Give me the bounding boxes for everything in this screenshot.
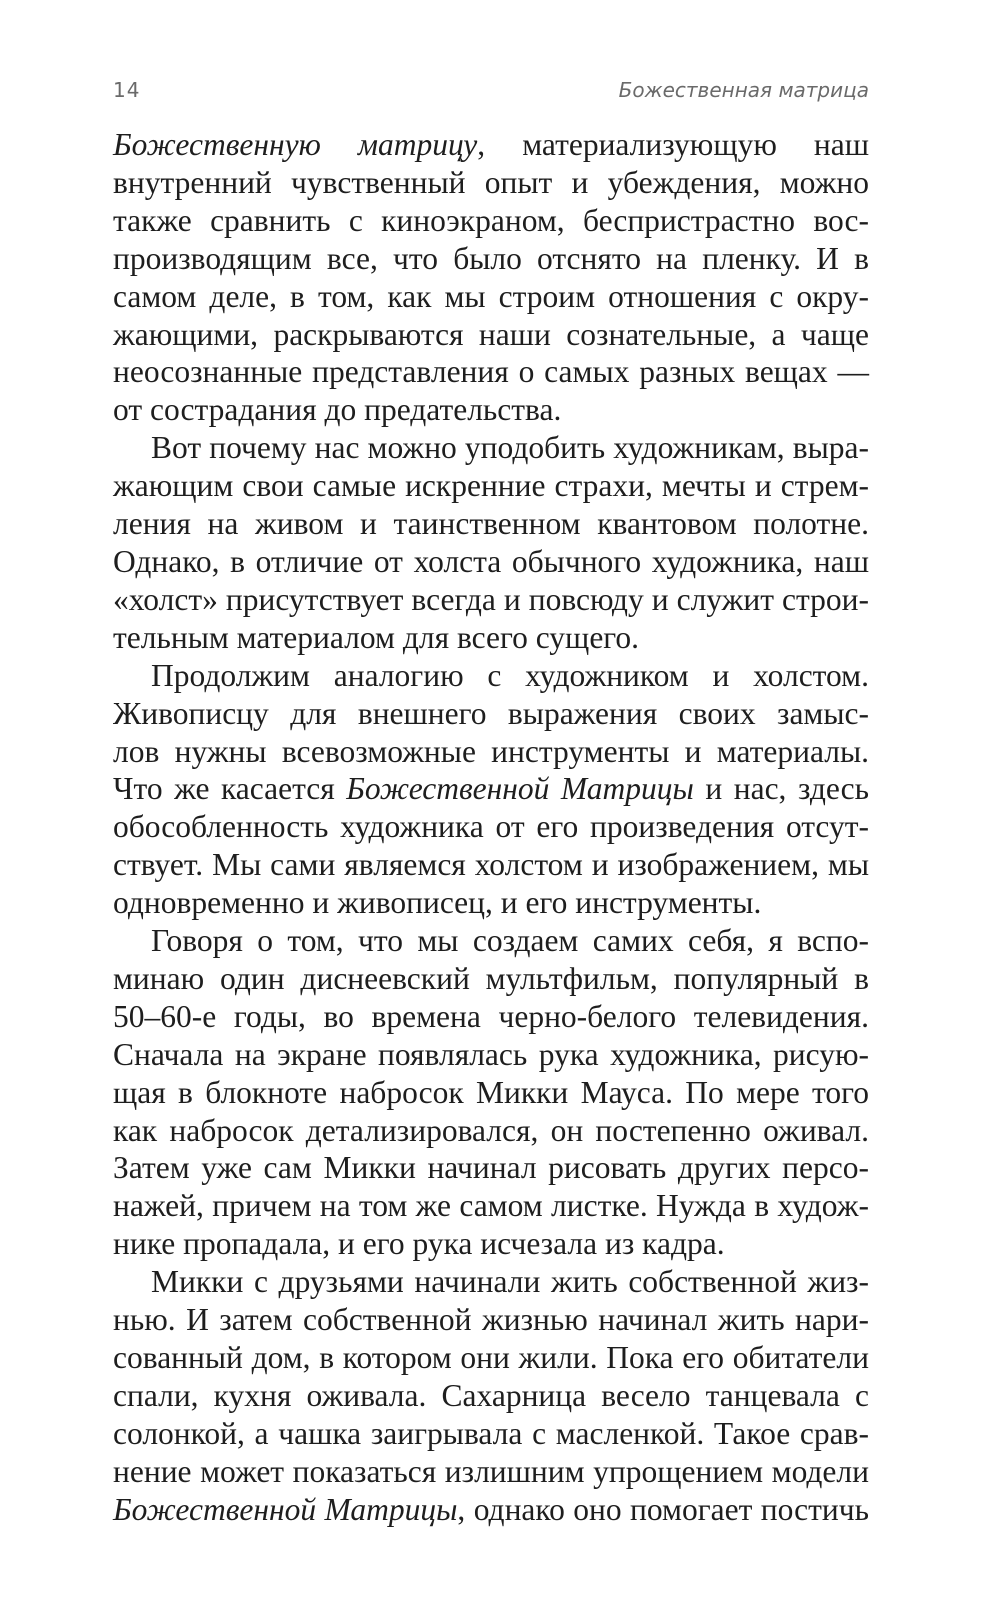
text-line: жающим свои самые искренние страхи, мечты и стрем-	[113, 468, 869, 504]
body-text	[113, 126, 869, 1529]
text-line: тельным материалом для всего сущего.	[113, 619, 640, 655]
italic-term: Божественную матрицу	[113, 127, 478, 162]
text-line: 50–60-е годы, во времена черно-белого телевидения.	[113, 998, 869, 1034]
text-line: как набросок детализировался, он постепенно оживал.	[113, 1112, 869, 1148]
text-line: Затем уже сам Микки начинал рисовать других персо-	[113, 1150, 869, 1186]
text-line: также сравнить с киноэкраном, беспристрастно вос-	[113, 202, 869, 238]
text-line: щая в блокноте набросок Микки Мауса. По мере того	[113, 1074, 869, 1110]
paragraph	[113, 922, 869, 1263]
running-head	[113, 72, 869, 112]
page-number: 14	[113, 78, 141, 102]
text-line: неосознанные представления о самых разных вещах —	[113, 354, 869, 390]
text-line: Божественную матрицу, материализующую наш	[113, 127, 869, 162]
text-line: самом деле, в том, как мы строим отношения с окру-	[113, 278, 869, 314]
text-line: лов нужны всевозможные инструменты и материалы.	[113, 733, 869, 769]
text-line: Продолжим аналогию с художником и холстом.	[151, 657, 869, 693]
text-line: нажей, причем на том же самом листке. Нужда в худож-	[113, 1188, 869, 1224]
text-line: Вот почему нас можно уподобить художникам, выра-	[151, 430, 869, 466]
text-line: спали, кухня оживала. Сахарница весело танцевала с	[113, 1377, 869, 1413]
text-line: нике пропадала, и его рука исчезала из кадра.	[113, 1226, 725, 1262]
paragraph	[113, 429, 869, 656]
text-line: ления на живом и таинственном квантовом полотне.	[113, 506, 869, 542]
text-line: солонкой, а чашка заигрывала с масленкой. Такое срав-	[113, 1415, 869, 1451]
text-line: Сначала на экране появлялась рука художника, рисую-	[113, 1036, 869, 1072]
italic-term: Божественной Матрицы	[346, 771, 694, 807]
paragraph	[113, 1263, 869, 1528]
text-line: сованный дом, в котором они жили. Пока его обитатели	[113, 1340, 869, 1375]
text-line: одновременно и живописец, и его инструменты.	[113, 885, 762, 921]
text-line: производящим все, что было отснято на пленку. И в	[113, 240, 869, 276]
text-line: Божественной Матрицы, однако оно помогает постичь	[113, 1491, 869, 1527]
paragraph	[113, 657, 869, 922]
text-line: от сострадания до предательства.	[113, 392, 562, 428]
paragraph	[113, 126, 869, 429]
italic-term: Божественной Матрицы	[113, 1491, 458, 1527]
text-line: внутренний чувственный опыт и убеждения, можно	[113, 164, 869, 200]
text-line: «холст» присутствует всегда и повсюду и служит строи-	[113, 581, 869, 617]
text-line: нение может показаться излишним упрощением модели	[113, 1453, 869, 1489]
text-line: Что же касается Божественной Матрицы и нас, здесь	[113, 771, 869, 807]
text-line: Микки с друзьями начинали жить собственной жиз-	[151, 1264, 869, 1300]
text-line: жающими, раскрываются наши сознательные, а чаще	[113, 316, 869, 352]
text-line: Живописцу для внешнего выражения своих замыс-	[113, 695, 869, 731]
text-line: Однако, в отличие от холста обычного художника, наш	[113, 543, 869, 579]
text-line: ствует. Мы сами являемся холстом и изображением, мы	[113, 847, 869, 883]
running-title: Божественная матрица	[618, 78, 869, 102]
text-line: обособленность художника от его произведения отсут-	[113, 809, 869, 845]
text-line: Говоря о том, что мы создаем самих себя, я вспо-	[151, 923, 869, 959]
text-line: минаю один диснеевский мультфильм, популярный в	[113, 960, 869, 996]
text-line: нью. И затем собственной жизнью начинал жить нари-	[113, 1302, 869, 1338]
